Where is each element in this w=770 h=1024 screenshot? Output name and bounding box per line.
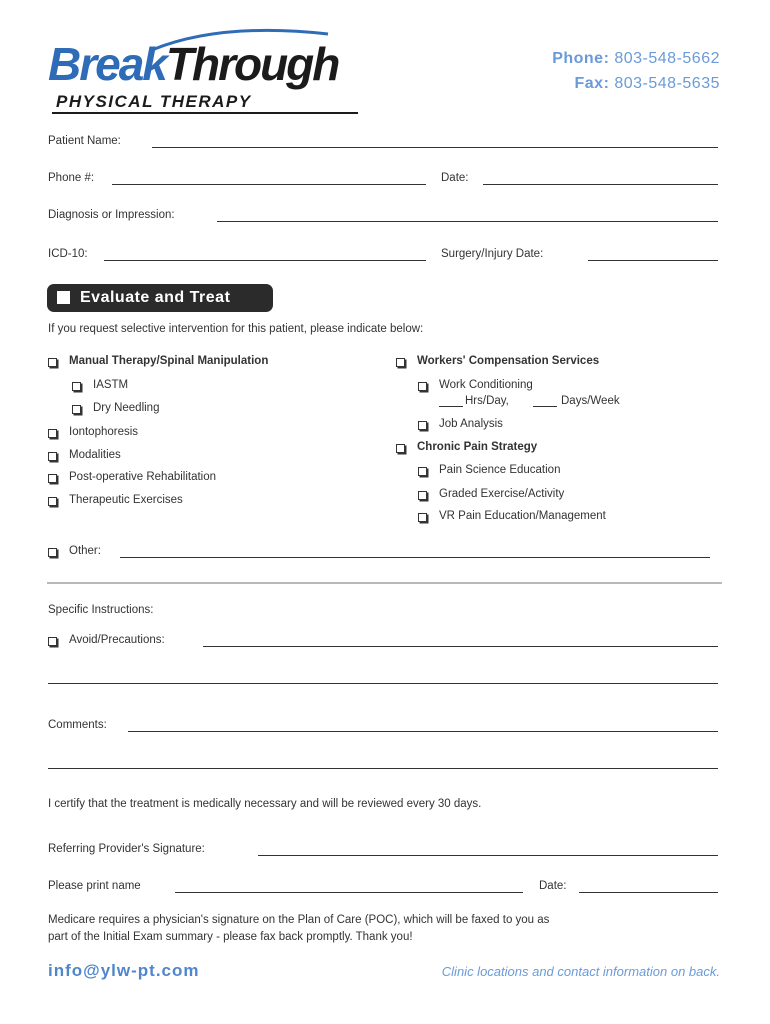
checkbox-workers-comp[interactable]	[396, 358, 405, 367]
medicare-note-line-1: Medicare requires a physician's signature on the Plan of Care (POC), which will be faxed to you as	[48, 914, 550, 926]
option-job-analysis: Job Analysis	[439, 418, 503, 430]
hrs-day-field[interactable]	[439, 406, 463, 407]
checkbox-dry-needling[interactable]	[72, 405, 81, 414]
option-vr-pain: VR Pain Education/Management	[439, 510, 606, 522]
phone-number-field[interactable]	[112, 184, 426, 185]
logo-break: Break	[48, 38, 166, 90]
referring-signature-field[interactable]	[258, 855, 718, 856]
option-workers-comp: Workers' Compensation Services	[417, 355, 600, 367]
logo-rule	[52, 112, 358, 114]
evaluate-treat-header[interactable]	[47, 284, 273, 312]
option-graded-exercise: Graded Exercise/Activity	[439, 488, 565, 500]
checkbox-therapeutic[interactable]	[48, 497, 57, 506]
certify-text: I certify that the treatment is medically necessary and will be reviewed every 30 days.	[48, 798, 482, 810]
avoid-field[interactable]	[203, 646, 718, 647]
phone-number-label: Phone #:	[48, 172, 95, 184]
option-iontophoresis: Iontophoresis	[69, 426, 139, 438]
surgery-date-label: Surgery/Injury Date:	[441, 248, 544, 260]
diagnosis-label: Diagnosis or Impression:	[48, 209, 175, 221]
print-name-field[interactable]	[175, 892, 523, 893]
contact-email-link[interactable]: info@ylw-pt.com	[48, 961, 200, 980]
signature-date-field[interactable]	[579, 892, 718, 893]
checkbox-work-conditioning[interactable]	[418, 382, 427, 391]
checkbox-iontophoresis[interactable]	[48, 429, 57, 438]
option-chronic-pain: Chronic Pain Strategy	[417, 441, 538, 453]
option-other-label: Other:	[69, 545, 101, 557]
hrs-day-label: Hrs/Day,	[465, 395, 509, 407]
footer-note: Clinic locations and contact information on back.	[441, 964, 720, 979]
option-manual-therapy: Manual Therapy/Spinal Manipulation	[69, 355, 269, 367]
comments-label: Comments:	[48, 719, 107, 731]
checkbox-job-analysis[interactable]	[418, 421, 427, 430]
option-post-op: Post-operative Rehabilitation	[69, 471, 217, 483]
days-week-label: Days/Week	[561, 395, 620, 407]
fax-value: 803-548-5635	[614, 75, 720, 92]
patient-name-field[interactable]	[152, 147, 718, 148]
checkbox-vr-pain[interactable]	[418, 513, 427, 522]
icd-field[interactable]	[104, 260, 426, 261]
logo-wordmark	[48, 36, 338, 92]
checkbox-avoid[interactable]	[48, 637, 57, 646]
surgery-date-field[interactable]	[588, 260, 718, 261]
avoid-label: Avoid/Precautions:	[69, 634, 165, 646]
fax-label: Fax:	[574, 75, 610, 92]
checkbox-graded-exercise[interactable]	[418, 491, 427, 500]
section-checkbox-icon	[57, 291, 70, 304]
logo-subtitle: PHYSICAL THERAPY	[56, 92, 252, 111]
medicare-note-line-2: part of the Initial Exam summary - please fax back promptly. Thank you!	[48, 931, 413, 943]
signature-date-label: Date:	[539, 880, 567, 892]
section-title: Evaluate and Treat	[80, 289, 231, 306]
days-week-field[interactable]	[533, 406, 557, 407]
date-label: Date:	[441, 172, 469, 184]
avoid-field-line-2[interactable]	[48, 683, 718, 684]
option-modalities: Modalities	[69, 449, 121, 461]
comments-field-line-2[interactable]	[48, 768, 718, 769]
diagnosis-field[interactable]	[217, 221, 718, 222]
checkbox-manual-therapy[interactable]	[48, 358, 57, 367]
phone-contact	[552, 50, 720, 68]
icd-label: ICD-10:	[48, 248, 88, 260]
checkbox-other[interactable]	[48, 548, 57, 557]
print-name-label: Please print name	[48, 880, 141, 892]
checkbox-modalities[interactable]	[48, 452, 57, 461]
section-intro: If you request selective intervention for this patient, please indicate below:	[48, 323, 424, 335]
referring-signature-label: Referring Provider's Signature:	[48, 843, 205, 855]
checkbox-iastm[interactable]	[72, 382, 81, 391]
checkbox-pain-science[interactable]	[418, 467, 427, 476]
option-iastm: IASTM	[93, 379, 129, 391]
fax-contact	[575, 75, 721, 93]
option-pain-science: Pain Science Education	[439, 464, 561, 476]
checkbox-post-op[interactable]	[48, 474, 57, 483]
other-field[interactable]	[120, 557, 710, 558]
phone-label: Phone:	[552, 50, 610, 67]
phone-value: 803-548-5662	[614, 50, 720, 67]
logo-through: Through	[165, 38, 339, 90]
option-dry-needling: Dry Needling	[93, 402, 160, 414]
option-therapeutic: Therapeutic Exercises	[69, 494, 183, 506]
option-work-conditioning: Work Conditioning	[439, 379, 533, 391]
date-field[interactable]	[483, 184, 718, 185]
checkbox-chronic-pain[interactable]	[396, 444, 405, 453]
specific-instructions-label: Specific Instructions:	[48, 604, 154, 616]
patient-name-label: Patient Name:	[48, 135, 121, 147]
section-divider	[47, 582, 722, 584]
comments-field[interactable]	[128, 731, 718, 732]
